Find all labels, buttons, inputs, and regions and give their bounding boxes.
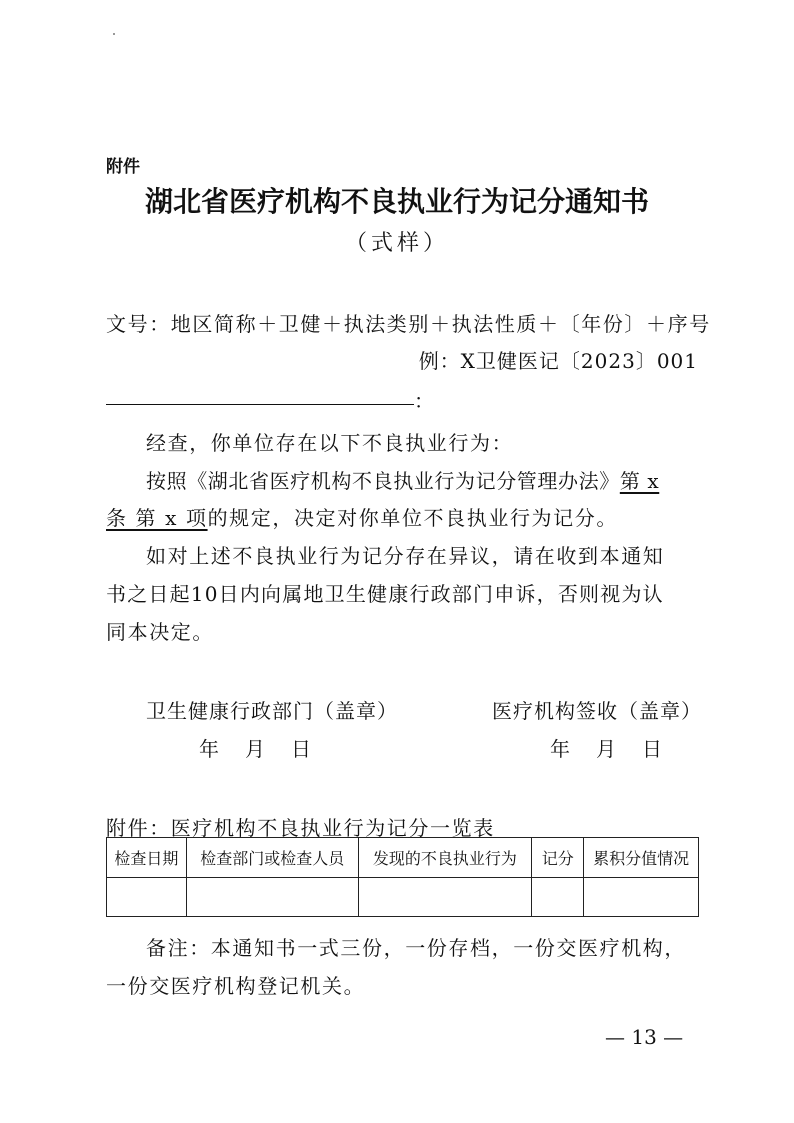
scan-speck [113,33,115,35]
body-paragraph-3-line-1: 如对上述不良执业行为记分存在异议，请在收到本通知 [146,544,665,568]
col-cumulative: 累积分值情况 [584,838,699,878]
p2-text-a: 按照《湖北省医疗机构不良执业行为记分管理办法》 [146,469,620,493]
p2-item-underlined: 条 第 x 项 [106,506,208,530]
body-paragraph-3-line-3: 同本决定。 [106,620,214,644]
note-line-2: 一份交医疗机构登记机关。 [106,974,366,998]
table-cell [532,878,584,917]
table-cell [584,878,699,917]
col-inspector: 检查部门或检查人员 [186,838,358,878]
signature-institution: 医疗机构签收（盖章） [492,699,702,723]
document-subtitle: （式样） [344,231,449,256]
doc-number-example: 例：X卫健医记〔2023〕001 [418,349,698,373]
demerit-points-table [106,837,699,917]
col-inspection-date: 检查日期 [107,838,187,878]
col-points: 记分 [532,838,584,878]
signature-health-dept-date: 年 月 日 [199,737,314,761]
table-row [107,878,699,917]
table-header-row [107,838,699,878]
p2-article-underlined: 第 x [619,469,660,493]
note-line-1: 备注：本通知书一式三份，一份存档，一份交医疗机构， [146,936,686,960]
p2-text-d: 的规定，决定对你单位不良执业行为记分。 [207,506,618,530]
signature-institution-date: 年 月 日 [550,737,665,761]
document-title: 湖北省医疗机构不良执业行为记分通知书 [144,185,649,218]
page-number: — 13 — [605,1025,684,1049]
addressee-colon: ： [414,389,434,413]
addressee-blank [106,382,414,405]
col-violation: 发现的不良执业行为 [358,838,532,878]
signature-health-dept: 卫生健康行政部门（盖章） [146,699,398,723]
body-paragraph-2-line-1 [146,465,659,494]
attachment-table-caption: 附件：医疗机构不良执业行为记分一览表 [106,816,495,840]
table-cell [107,878,187,917]
attachment-label: 附件 [106,157,140,177]
body-paragraph-2-line-2 [106,502,618,531]
body-paragraph-3-line-2: 书之日起10日内向属地卫生健康行政部门申诉，否则视为认 [106,582,664,606]
doc-number-format: 文号：地区简称＋卫健＋执法类别＋执法性质＋〔年份〕＋序号 [106,312,711,336]
table-cell [186,878,358,917]
table-cell [358,878,532,917]
body-paragraph-1: 经查，你单位存在以下不良执业行为： [146,431,514,455]
